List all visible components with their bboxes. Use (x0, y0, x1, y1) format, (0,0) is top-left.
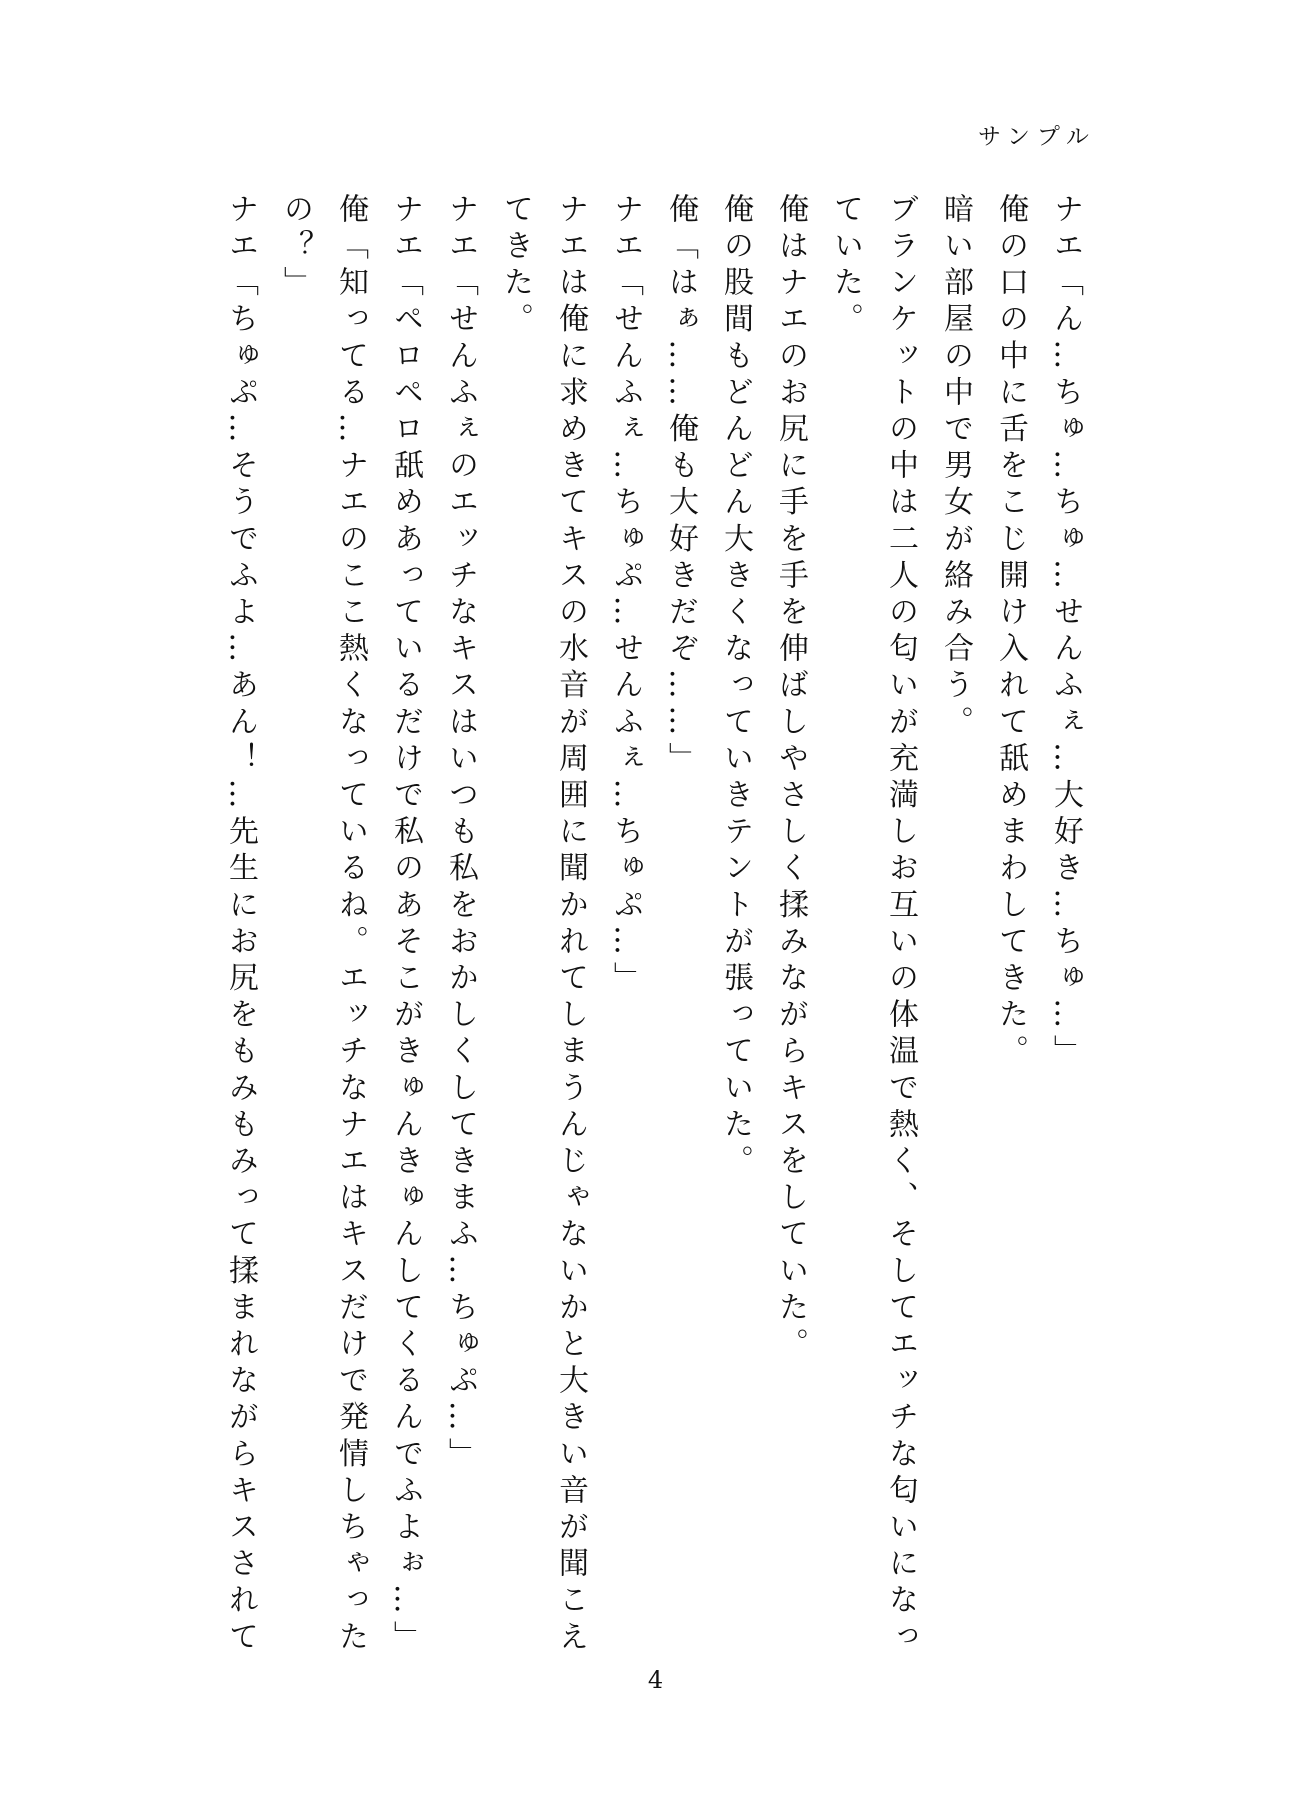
text-line: ナエは俺に求めきてキスの水音が周囲に聞かれてしまうんじゃないかと大きい音が聞こえ (553, 193, 588, 1657)
text-line: ナエ「ペロペロ舐めあっているだけで私のあそこがきゅんきゅんしてくるんでふよぉ…」 (388, 193, 423, 1657)
text-line: 俺「知ってる…ナエのここ熱くなっているね。エッチなナエはキスだけで発情しちゃった (333, 193, 368, 1657)
text-line: 俺の口の中に舌をこじ開け入れて舐めまわしてきた。 (993, 193, 1028, 1072)
text-line: ナエ「せんふぇ…ちゅぷ…せんふぇ…ちゅぷ…」 (608, 193, 643, 999)
vertical-body-text (213, 193, 1093, 1657)
text-line: 暗い部屋の中で男女が絡み合う。 (938, 193, 973, 742)
text-line: 俺はナエのお尻に手を手を伸ばしやさしく揉みながらキスをしていた。 (773, 193, 808, 1365)
running-header: サンプル (978, 124, 1096, 150)
text-line: 俺「はぁ……俺も大好きだぞ……」 (663, 193, 698, 779)
text-line: ナエ「ん…ちゅ…ちゅ…せんふぇ…大好き…ちゅ…」 (1048, 193, 1083, 1072)
text-line: てきた。 (498, 193, 533, 340)
text-line: ブランケットの中は二人の匂いが充満しお互いの体温で熱く、そしてエッチな匂いになっ (883, 193, 918, 1657)
page-number: 4 (647, 1666, 664, 1694)
text-line: 俺の股間もどんどん大きくなっていきテントが張っていた。 (718, 193, 753, 1182)
text-line: ていた。 (828, 193, 863, 340)
text-line: ナエ「せんふぇのエッチなキスはいつも私をおかしくしてきまふ…ちゅぷ…」 (443, 193, 478, 1474)
text-line: ナエ「ちゅぷ…そうでふよ…あん！…先生にお尻をもみもみって揉まれながらキスされて (223, 193, 258, 1657)
text-line: の？」 (278, 193, 313, 303)
